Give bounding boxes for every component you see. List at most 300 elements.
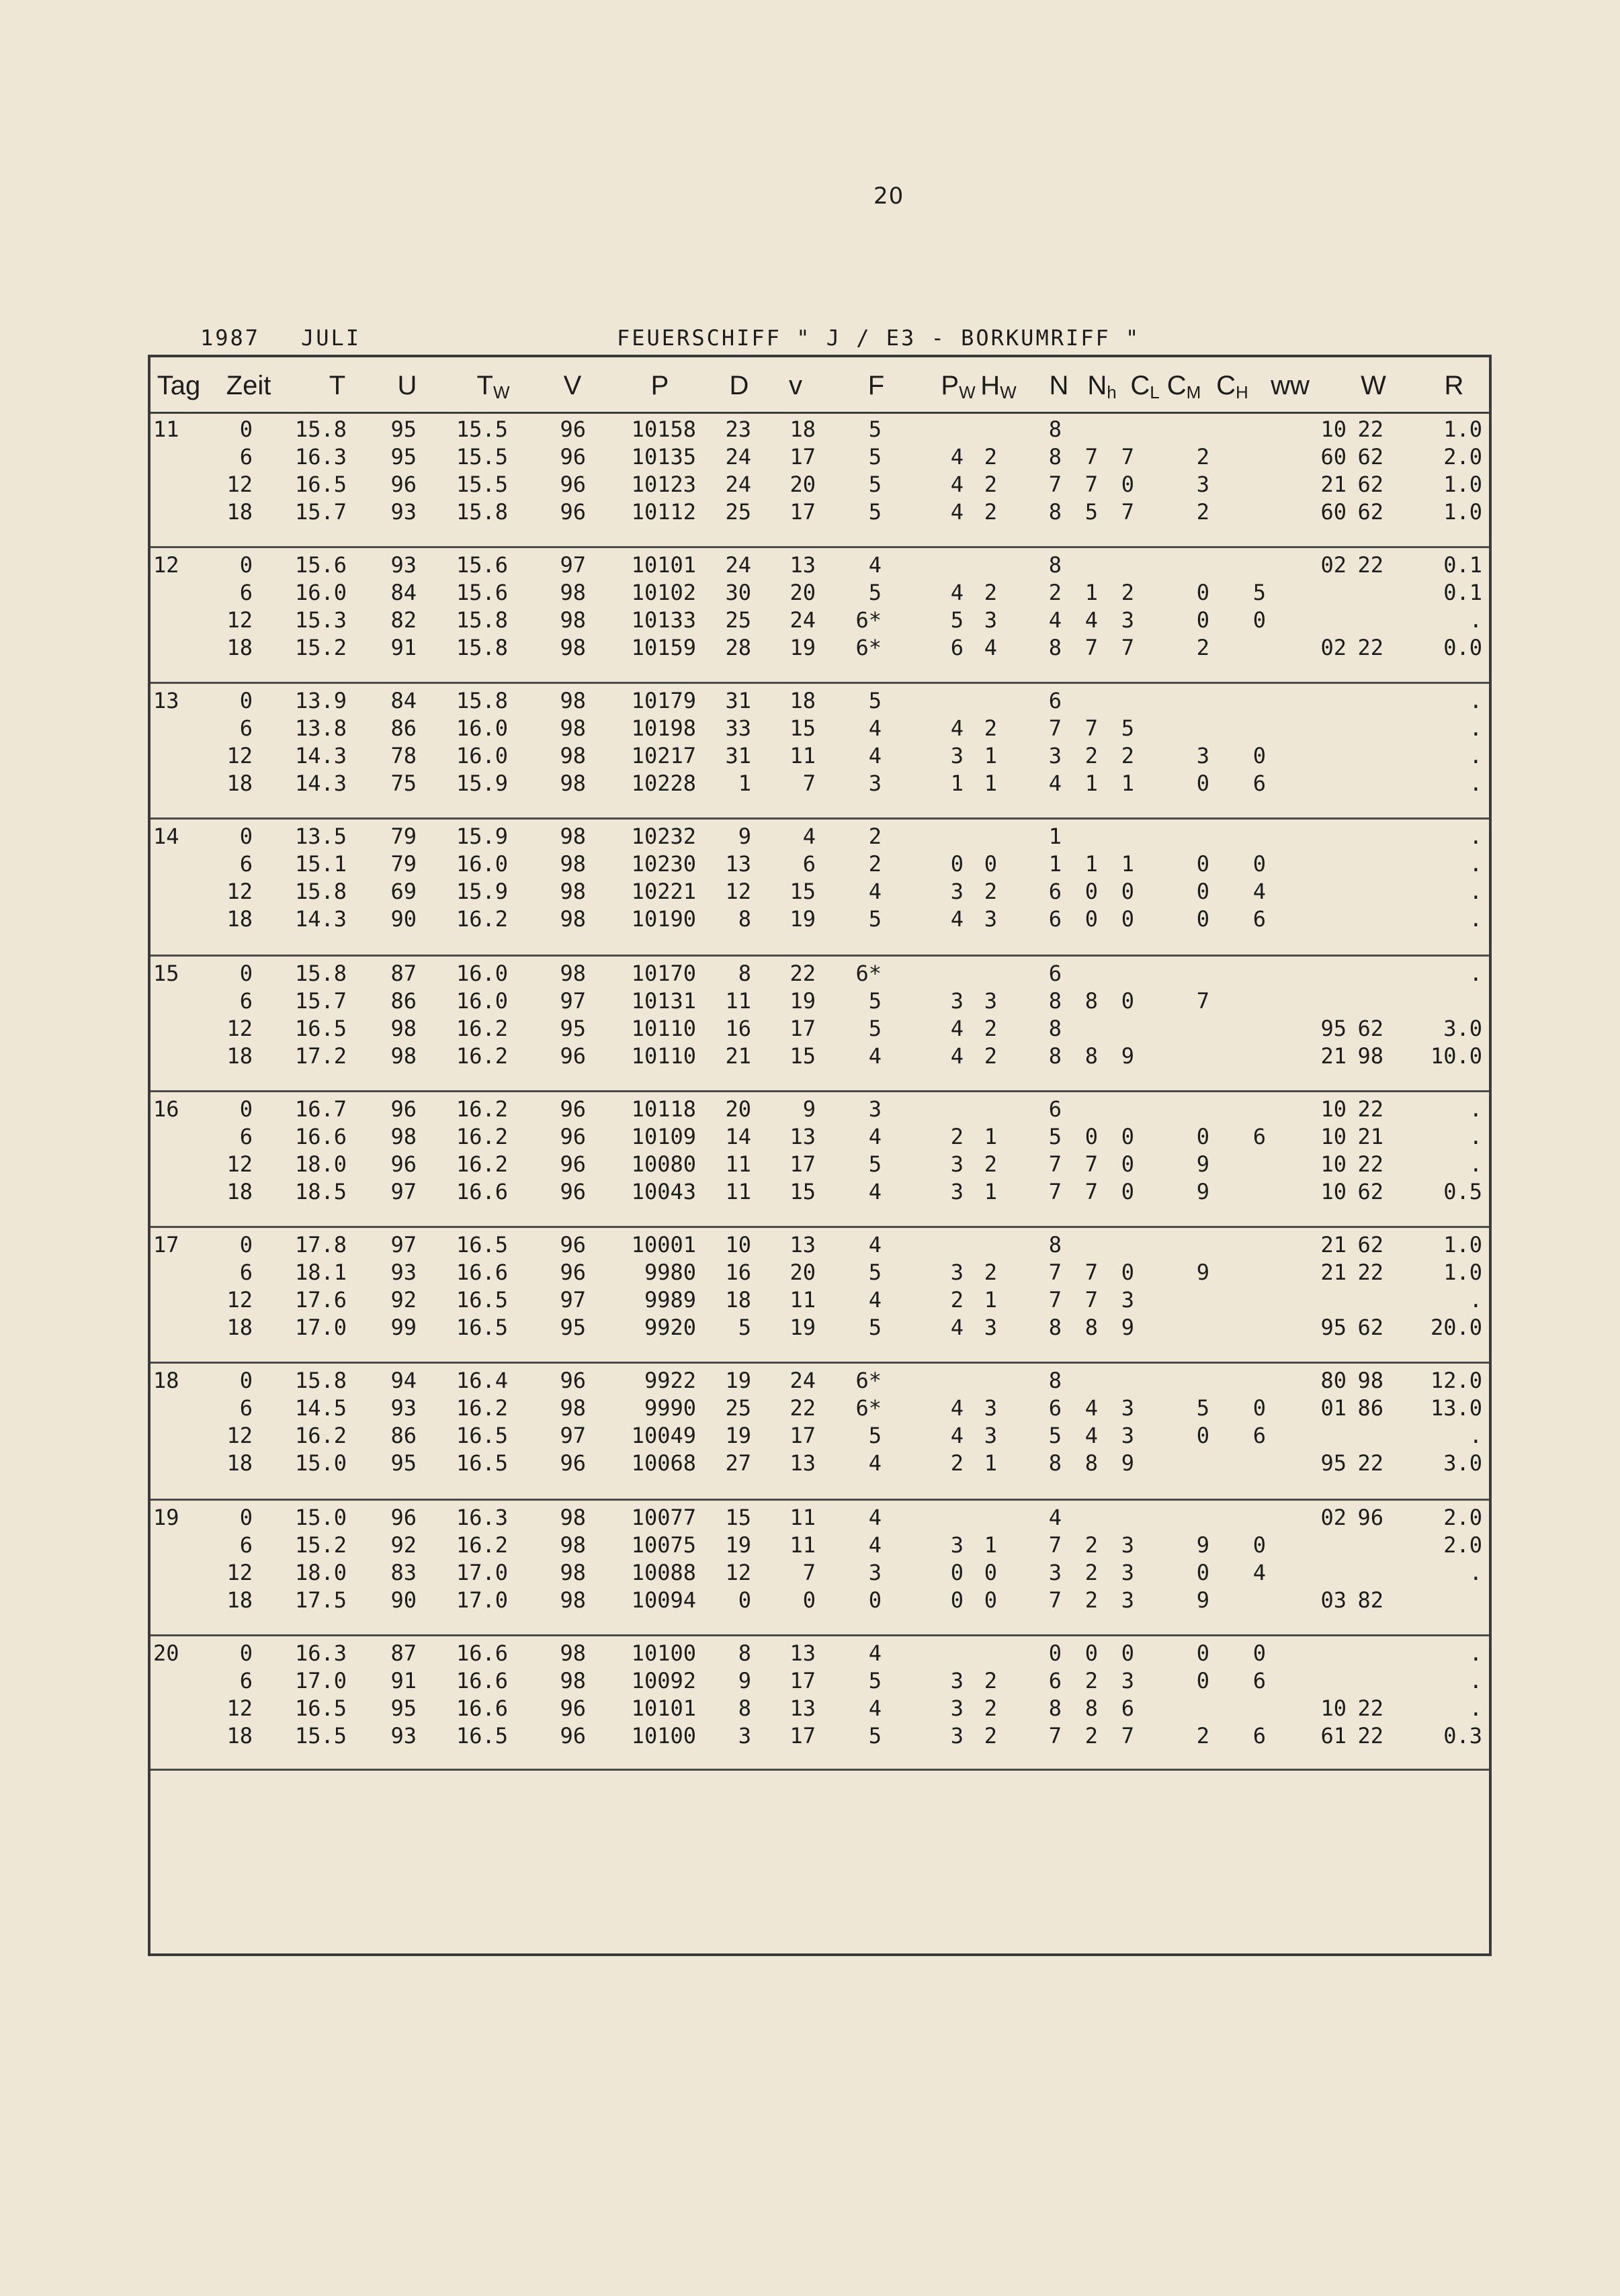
table-row — [151, 1151, 1489, 1180]
cell-t: 15.5 — [294, 1723, 347, 1749]
cell-ww: 02 — [1320, 1505, 1347, 1530]
cell-ww: 01 — [1320, 1395, 1347, 1421]
column-header-label: P — [941, 371, 960, 400]
cell-cl: 3 — [1121, 1287, 1134, 1313]
cell-cm: 2 — [1196, 499, 1209, 525]
cell-f: 5 — [868, 1723, 882, 1749]
cell-nh: 0 — [1084, 1124, 1098, 1149]
column-header-r — [1427, 371, 1481, 401]
cell-n: 6 — [1048, 1096, 1062, 1122]
cell-u: 69 — [390, 879, 417, 904]
cell-w: 62 — [1357, 472, 1383, 497]
cell-tag: 20 — [153, 1640, 179, 1666]
cell-w: 21 — [1357, 1124, 1383, 1149]
cell-tw: 16.2 — [456, 906, 508, 932]
column-header-v — [546, 371, 599, 401]
cell-tw: 15.9 — [456, 824, 508, 849]
cell-n: 3 — [1048, 743, 1062, 768]
cell-n: 1 — [1048, 851, 1062, 877]
cell-tw: 16.6 — [456, 1260, 508, 1285]
cell-t: 16.0 — [294, 580, 347, 605]
column-header-label: N — [1087, 371, 1107, 400]
cell-p: 10043 — [631, 1179, 696, 1204]
cell-f: 4 — [868, 879, 882, 904]
cell-d: 31 — [725, 743, 751, 768]
cell-p: 10100 — [631, 1640, 696, 1666]
cell-v: 95 — [560, 1315, 586, 1340]
cell-tw: 15.8 — [456, 499, 508, 525]
cell-pw: 4 — [950, 444, 964, 470]
cell-v: 13 — [790, 1695, 816, 1721]
cell-v: 98 — [560, 961, 586, 986]
cell-cm: 0 — [1196, 770, 1209, 796]
cell-w: 22 — [1357, 1450, 1383, 1476]
table-row — [151, 1395, 1489, 1423]
cell-zeit: 18 — [226, 1450, 253, 1476]
cell-p: 10133 — [631, 607, 696, 633]
cell-t: 15.1 — [294, 851, 347, 877]
cell-tag: 16 — [153, 1096, 179, 1122]
cell-u: 83 — [390, 1560, 417, 1585]
cell-d: 11 — [725, 1151, 751, 1177]
cell-hw: 3 — [984, 607, 997, 633]
cell-f: 4 — [868, 1124, 882, 1149]
cell-zeit: 0 — [239, 824, 253, 849]
table-row — [151, 580, 1489, 608]
cell-nh: 7 — [1084, 472, 1098, 497]
cell-f: 5 — [868, 444, 882, 470]
cell-d: 12 — [725, 879, 751, 904]
cell-zeit: 6 — [239, 1260, 253, 1285]
cell-nh: 1 — [1084, 580, 1098, 605]
cell-tw: 16.5 — [456, 1723, 508, 1749]
cell-f: 3 — [868, 1560, 882, 1585]
column-header-subscript: h — [1107, 382, 1117, 402]
cell-r: . — [1469, 1287, 1482, 1313]
cell-f: 5 — [868, 499, 882, 525]
cell-n: 7 — [1048, 1287, 1062, 1313]
day-group-18 — [151, 1364, 1489, 1501]
cell-r: . — [1469, 1096, 1482, 1122]
cell-p: 10080 — [631, 1151, 696, 1177]
cell-t: 16.5 — [294, 472, 347, 497]
cell-tw: 16.0 — [456, 743, 508, 768]
cell-t: 15.0 — [294, 1505, 347, 1530]
cell-u: 84 — [390, 580, 417, 605]
cell-tw: 15.8 — [456, 688, 508, 713]
cell-n: 2 — [1048, 580, 1062, 605]
cell-pw: 4 — [950, 472, 964, 497]
cell-pw: 4 — [950, 715, 964, 741]
column-header-p — [633, 371, 687, 401]
cell-p: 10228 — [631, 770, 696, 796]
cell-t: 16.6 — [294, 1124, 347, 1149]
column-header-subscript: H — [1236, 382, 1248, 402]
cell-u: 97 — [390, 1179, 417, 1204]
cell-d: 9 — [738, 1668, 751, 1693]
cell-r: . — [1469, 906, 1482, 932]
cell-cm: 9 — [1196, 1587, 1209, 1613]
cell-hw: 3 — [984, 1423, 997, 1448]
table-row — [151, 715, 1489, 744]
cell-u: 78 — [390, 743, 417, 768]
cell-v: 97 — [560, 1423, 586, 1448]
table-row — [151, 472, 1489, 500]
column-header-label: R — [1444, 371, 1464, 400]
cell-t: 15.2 — [294, 635, 347, 660]
cell-u: 96 — [390, 1151, 417, 1177]
cell-zeit: 6 — [239, 1668, 253, 1693]
column-header-label: W — [1361, 371, 1386, 400]
cell-hw: 2 — [984, 1260, 997, 1285]
cell-hw: 1 — [984, 743, 997, 768]
cell-v: 17 — [790, 1668, 816, 1693]
cell-cm: 9 — [1196, 1179, 1209, 1204]
cell-d: 8 — [738, 961, 751, 986]
table-row — [151, 607, 1489, 635]
cell-v: 98 — [560, 1505, 586, 1530]
cell-d: 8 — [738, 1695, 751, 1721]
cell-f: 5 — [868, 906, 882, 932]
cell-f: 5 — [868, 1315, 882, 1340]
cell-p: 10100 — [631, 1723, 696, 1749]
cell-pw: 3 — [950, 1668, 964, 1693]
cell-tw: 16.5 — [456, 1315, 508, 1340]
cell-cl: 0 — [1121, 1151, 1134, 1177]
cell-ch: 6 — [1252, 770, 1266, 796]
table-row — [151, 1723, 1489, 1751]
cell-w: 22 — [1357, 635, 1383, 660]
cell-tag: 17 — [153, 1232, 179, 1257]
cell-f: 5 — [868, 472, 882, 497]
cell-u: 79 — [390, 824, 417, 849]
cell-w: 98 — [1357, 1043, 1383, 1069]
cell-cl: 0 — [1121, 1179, 1134, 1204]
cell-pw: 2 — [950, 1287, 964, 1313]
cell-w: 98 — [1357, 1368, 1383, 1393]
cell-p: 10198 — [631, 715, 696, 741]
cell-n: 7 — [1048, 1532, 1062, 1558]
cell-p: 10217 — [631, 743, 696, 768]
cell-v: 17 — [790, 1723, 816, 1749]
cell-d: 14 — [725, 1124, 751, 1149]
cell-cm: 2 — [1196, 635, 1209, 660]
day-group-13 — [151, 684, 1489, 820]
cell-p: 10135 — [631, 444, 696, 470]
cell-zeit: 0 — [239, 416, 253, 442]
cell-t: 17.0 — [294, 1668, 347, 1693]
table-row — [151, 1179, 1489, 1207]
cell-v: 13 — [790, 1450, 816, 1476]
cell-zeit: 12 — [226, 1151, 253, 1177]
cell-v: 17 — [790, 1016, 816, 1041]
cell-r: . — [1469, 824, 1482, 849]
cell-v: 20 — [790, 472, 816, 497]
cell-ch: 4 — [1252, 1560, 1266, 1585]
cell-d: 11 — [725, 988, 751, 1014]
cell-n: 7 — [1048, 1151, 1062, 1177]
cell-pw: 4 — [950, 1423, 964, 1448]
column-header-hw — [972, 371, 1025, 403]
cell-pw: 4 — [950, 1043, 964, 1069]
column-header-subscript: W — [1000, 382, 1017, 402]
cell-nh: 8 — [1084, 1695, 1098, 1721]
cell-n: 8 — [1048, 1016, 1062, 1041]
cell-v: 98 — [560, 607, 586, 633]
cell-u: 95 — [390, 1695, 417, 1721]
cell-ww: 10 — [1320, 1096, 1347, 1122]
cell-nh: 5 — [1084, 499, 1098, 525]
cell-nh: 2 — [1084, 1532, 1098, 1558]
cell-cm: 9 — [1196, 1260, 1209, 1285]
cell-n: 6 — [1048, 879, 1062, 904]
cell-d: 19 — [725, 1368, 751, 1393]
cell-nh: 4 — [1084, 1395, 1098, 1421]
cell-r: . — [1469, 1151, 1482, 1177]
day-group-20 — [151, 1636, 1489, 1771]
cell-d: 8 — [738, 906, 751, 932]
cell-t: 18.0 — [294, 1151, 347, 1177]
cell-cm: 0 — [1196, 1668, 1209, 1693]
cell-v: 96 — [560, 1124, 586, 1149]
cell-v: 96 — [560, 499, 586, 525]
cell-n: 5 — [1048, 1124, 1062, 1149]
cell-t: 15.6 — [294, 552, 347, 578]
column-header-tag — [152, 371, 206, 401]
cell-nh: 2 — [1084, 1668, 1098, 1693]
cell-v: 96 — [560, 1096, 586, 1122]
cell-n: 6 — [1048, 1668, 1062, 1693]
cell-t: 15.2 — [294, 1532, 347, 1558]
cell-d: 18 — [725, 1287, 751, 1313]
cell-cm: 0 — [1196, 607, 1209, 633]
cell-nh: 7 — [1084, 1287, 1098, 1313]
table-row — [151, 1695, 1489, 1724]
cell-tag: 15 — [153, 961, 179, 986]
cell-nh: 7 — [1084, 635, 1098, 660]
cell-cm: 7 — [1196, 988, 1209, 1014]
cell-zeit: 12 — [226, 1423, 253, 1448]
cell-f: 4 — [868, 1695, 882, 1721]
cell-n: 6 — [1048, 1395, 1062, 1421]
cell-hw: 0 — [984, 851, 997, 877]
column-header-label: P — [650, 371, 669, 400]
cell-pw: 1 — [950, 770, 964, 796]
cell-f: 4 — [868, 1179, 882, 1204]
table-row — [151, 499, 1489, 527]
cell-ch: 0 — [1252, 1532, 1266, 1558]
cell-hw: 1 — [984, 1124, 997, 1149]
cell-r: 1.0 — [1443, 1260, 1482, 1285]
cell-f: 4 — [868, 1450, 882, 1476]
table-row — [151, 851, 1489, 879]
cell-tw: 16.0 — [456, 851, 508, 877]
cell-pw: 4 — [950, 1395, 964, 1421]
table-row — [151, 1232, 1489, 1260]
cell-hw: 1 — [984, 1179, 997, 1204]
cell-f: 4 — [868, 715, 882, 741]
cell-tw: 16.0 — [456, 715, 508, 741]
cell-r: . — [1469, 879, 1482, 904]
cell-cm: 0 — [1196, 1124, 1209, 1149]
cell-hw: 1 — [984, 1532, 997, 1558]
day-group-17 — [151, 1228, 1489, 1364]
cell-p: 10131 — [631, 988, 696, 1014]
column-header-label: H — [980, 371, 1000, 400]
cell-d: 16 — [725, 1016, 751, 1041]
column-header-ww — [1263, 371, 1317, 401]
cell-ch: 5 — [1252, 580, 1266, 605]
cell-v: 96 — [560, 1260, 586, 1285]
cell-zeit: 6 — [239, 444, 253, 470]
cell-v: 6 — [802, 851, 816, 877]
column-header-label: v — [789, 371, 802, 400]
cell-t: 17.6 — [294, 1287, 347, 1313]
cell-ww: 02 — [1320, 635, 1347, 660]
cell-v: 98 — [560, 824, 586, 849]
cell-v: 96 — [560, 1450, 586, 1476]
cell-cl: 7 — [1121, 444, 1134, 470]
cell-zeit: 0 — [239, 1232, 253, 1257]
cell-p: 10049 — [631, 1423, 696, 1448]
cell-n: 7 — [1048, 472, 1062, 497]
cell-ww: 10 — [1320, 1695, 1347, 1721]
column-header-label: F — [867, 371, 885, 400]
cell-zeit: 12 — [226, 472, 253, 497]
cell-v: 4 — [802, 824, 816, 849]
cell-u: 90 — [390, 1587, 417, 1613]
cell-p: 9922 — [644, 1368, 696, 1393]
cell-v: 98 — [560, 906, 586, 932]
cell-r: 0.3 — [1443, 1723, 1482, 1749]
cell-r: . — [1469, 1423, 1482, 1448]
day-group-11 — [151, 412, 1489, 548]
column-header-f — [849, 371, 903, 401]
cell-d: 20 — [725, 1096, 751, 1122]
cell-f: 5 — [868, 1668, 882, 1693]
cell-u: 91 — [390, 1668, 417, 1693]
cell-cl: 3 — [1121, 1668, 1134, 1693]
cell-f: 5 — [868, 1016, 882, 1041]
cell-p: 10101 — [631, 1695, 696, 1721]
cell-hw: 2 — [984, 580, 997, 605]
cell-r: 1.0 — [1443, 1232, 1482, 1257]
day-group-19 — [151, 1501, 1489, 1636]
cell-ch: 4 — [1252, 879, 1266, 904]
cell-v: 98 — [560, 1532, 586, 1558]
cell-v: 96 — [560, 416, 586, 442]
cell-cm: 3 — [1196, 472, 1209, 497]
cell-pw: 3 — [950, 988, 964, 1014]
table-row — [151, 1043, 1489, 1071]
cell-nh: 2 — [1084, 743, 1098, 768]
cell-d: 21 — [725, 1043, 751, 1069]
cell-nh: 7 — [1084, 1260, 1098, 1285]
cell-n: 8 — [1048, 1450, 1062, 1476]
cell-f: 5 — [868, 416, 882, 442]
cell-p: 10110 — [631, 1016, 696, 1041]
column-header-subscript: W — [959, 382, 976, 402]
cell-v: 20 — [790, 580, 816, 605]
cell-u: 79 — [390, 851, 417, 877]
cell-f: 6* — [855, 635, 882, 660]
cell-nh: 0 — [1084, 1640, 1098, 1666]
cell-zeit: 18 — [226, 770, 253, 796]
cell-ww: 60 — [1320, 444, 1347, 470]
cell-v: 19 — [790, 635, 816, 660]
cell-nh: 1 — [1084, 851, 1098, 877]
cell-f: 4 — [868, 1043, 882, 1069]
cell-r: . — [1469, 1124, 1482, 1149]
cell-pw: 4 — [950, 1315, 964, 1340]
cell-nh: 7 — [1084, 444, 1098, 470]
cell-v: 19 — [790, 988, 816, 1014]
cell-v: 7 — [802, 1560, 816, 1585]
cell-w: 22 — [1357, 416, 1383, 442]
cell-cl: 2 — [1121, 580, 1134, 605]
column-header-label: T — [329, 371, 346, 400]
cell-ww: 95 — [1320, 1016, 1347, 1041]
cell-t: 17.5 — [294, 1587, 347, 1613]
cell-f: 6* — [855, 961, 882, 986]
cell-n: 8 — [1048, 444, 1062, 470]
cell-nh: 8 — [1084, 1450, 1098, 1476]
cell-v: 97 — [560, 1287, 586, 1313]
cell-f: 6* — [855, 1395, 882, 1421]
cell-p: 9980 — [644, 1260, 696, 1285]
cell-nh: 0 — [1084, 906, 1098, 932]
cell-v: 17 — [790, 1423, 816, 1448]
cell-cl: 9 — [1121, 1450, 1134, 1476]
cell-tw: 16.6 — [456, 1668, 508, 1693]
cell-pw: 3 — [950, 1179, 964, 1204]
cell-ch: 0 — [1252, 851, 1266, 877]
cell-f: 5 — [868, 1423, 882, 1448]
cell-d: 19 — [725, 1423, 751, 1448]
cell-cl: 2 — [1121, 743, 1134, 768]
table-row — [151, 552, 1489, 580]
cell-v: 98 — [560, 1587, 586, 1613]
day-group-16 — [151, 1092, 1489, 1228]
cell-tw: 16.2 — [456, 1151, 508, 1177]
cell-pw: 4 — [950, 499, 964, 525]
cell-tw: 16.2 — [456, 1124, 508, 1149]
cell-p: 10102 — [631, 580, 696, 605]
cell-v: 96 — [560, 1043, 586, 1069]
cell-hw: 0 — [984, 1560, 997, 1585]
cell-tw: 16.2 — [456, 1532, 508, 1558]
table-row — [151, 824, 1489, 852]
cell-ch: 0 — [1252, 1640, 1266, 1666]
cell-n: 8 — [1048, 635, 1062, 660]
cell-pw: 6 — [950, 635, 964, 660]
cell-zeit: 12 — [226, 1287, 253, 1313]
cell-d: 33 — [725, 715, 751, 741]
cell-pw: 3 — [950, 1532, 964, 1558]
cell-tw: 16.2 — [456, 1043, 508, 1069]
cell-ww: 10 — [1320, 1179, 1347, 1204]
column-header-label: ww — [1271, 371, 1310, 400]
cell-cl: 3 — [1121, 1532, 1134, 1558]
cell-w: 22 — [1357, 1151, 1383, 1177]
cell-u: 95 — [390, 416, 417, 442]
cell-r: 13.0 — [1430, 1395, 1482, 1421]
cell-cl: 0 — [1121, 906, 1134, 932]
cell-v: 13 — [790, 1640, 816, 1666]
cell-u: 93 — [390, 1723, 417, 1749]
table-row — [151, 416, 1489, 445]
cell-p: 10075 — [631, 1532, 696, 1558]
